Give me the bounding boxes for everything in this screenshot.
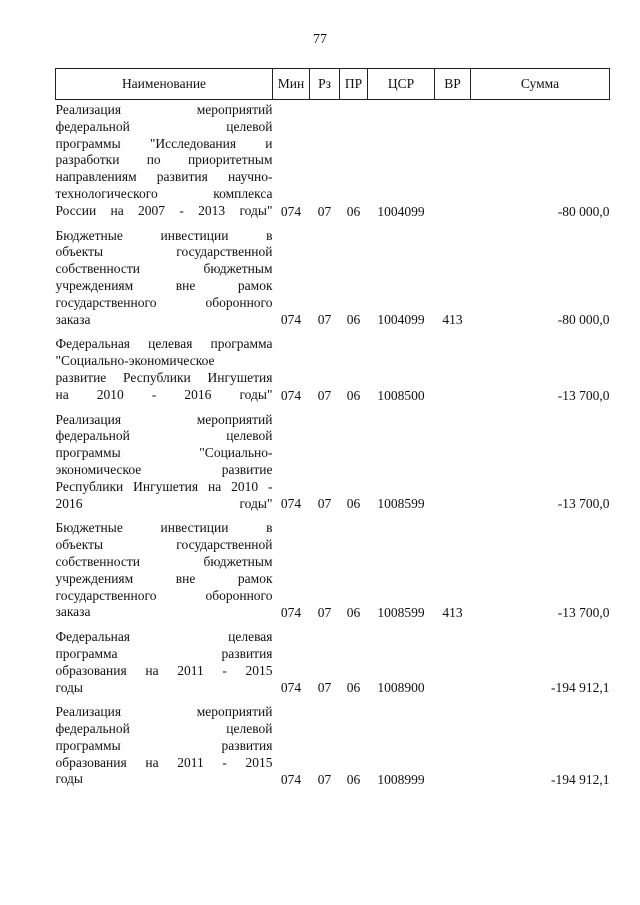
cell-rz: 07 xyxy=(317,387,332,403)
cell-min: 074 xyxy=(280,605,302,621)
cell-min: 074 xyxy=(280,203,302,219)
name-line: государственного оборонного xyxy=(55,587,273,603)
cell-csr: 1004099 xyxy=(377,203,425,219)
header-min: Мин xyxy=(273,69,310,100)
cell-sum: -13 700,0 xyxy=(557,387,610,403)
cell-pr: 06 xyxy=(346,496,361,512)
cell-csr: 1008900 xyxy=(377,680,425,696)
name-line: направлениям развития научно- xyxy=(55,169,273,185)
cell-csr: 1008500 xyxy=(377,387,425,403)
name-line: годы xyxy=(55,771,84,787)
name-line: федеральной целевой xyxy=(55,118,273,134)
name-line: Реализация мероприятий xyxy=(55,102,273,117)
table-row xyxy=(56,410,610,519)
cell-vr xyxy=(435,100,471,226)
cell-pr: 06 xyxy=(346,312,361,328)
name-line: заказа xyxy=(55,604,91,620)
name-line: Реализация мероприятий xyxy=(55,704,273,720)
budget-table xyxy=(55,68,610,794)
cell-csr: 1004099 xyxy=(377,312,425,328)
name-line: учреждениям вне рамок xyxy=(55,277,273,293)
cell-csr: 1008599 xyxy=(377,496,425,512)
name-line: Федеральная целевая xyxy=(55,629,273,645)
cell-min: 074 xyxy=(280,312,302,328)
name-line: разработки по приоритетным xyxy=(55,152,273,168)
table-row xyxy=(56,702,610,794)
name-line: программа развития xyxy=(55,645,273,661)
cell-min: 074 xyxy=(280,772,302,788)
cell-sum: -194 912,1 xyxy=(551,772,610,788)
cell-rz: 07 xyxy=(317,203,332,219)
name-line: федеральной целевой xyxy=(55,428,273,444)
row-name xyxy=(56,410,273,519)
name-line: собственности бюджетным xyxy=(55,261,273,277)
row-name xyxy=(56,518,273,627)
name-line: технологического комплекса xyxy=(55,185,273,201)
name-line: на 2010 - 2016 годы" xyxy=(55,386,273,402)
cell-vr xyxy=(435,702,471,794)
header-csr: ЦСР xyxy=(368,69,435,100)
name-line: образования на 2011 - 2015 xyxy=(55,754,273,770)
table-row xyxy=(56,518,610,627)
cell-vr xyxy=(435,410,471,519)
row-name xyxy=(56,334,273,409)
cell-min: 074 xyxy=(280,496,302,512)
name-line: образования на 2011 - 2015 xyxy=(55,662,273,678)
cell-vr xyxy=(435,627,471,702)
cell-min: 074 xyxy=(280,387,302,403)
name-line: Бюджетные инвестиции в xyxy=(55,520,273,536)
cell-rz: 07 xyxy=(317,496,332,512)
name-line: Реализация мероприятий xyxy=(55,411,273,427)
cell-rz: 07 xyxy=(317,680,332,696)
cell-csr: 1008999 xyxy=(377,772,425,788)
cell-pr: 06 xyxy=(346,387,361,403)
name-line: объекты государственной xyxy=(55,244,273,260)
name-line: учреждениям вне рамок xyxy=(55,570,273,586)
name-line: Федеральная целевая программа xyxy=(55,336,273,352)
header-name: Наименование xyxy=(56,69,273,100)
table-row xyxy=(56,334,610,409)
row-name xyxy=(56,627,273,702)
row-name xyxy=(56,100,273,226)
cell-pr: 06 xyxy=(346,605,361,621)
cell-sum: -80 000,0 xyxy=(557,203,610,219)
table-header-row xyxy=(56,69,610,100)
name-line: заказа xyxy=(55,311,91,327)
cell-pr: 06 xyxy=(346,680,361,696)
cell-min: 074 xyxy=(280,680,302,696)
name-line: развитие Республики Ингушетия xyxy=(55,369,273,385)
name-line: программы развития xyxy=(55,737,273,753)
row-name xyxy=(56,226,273,335)
name-line: Республики Ингушетия на 2010 - xyxy=(55,478,273,494)
page-number: 77 xyxy=(313,32,327,47)
name-line: Бюджетные инвестиции в xyxy=(55,227,273,243)
cell-rz: 07 xyxy=(317,312,332,328)
row-name xyxy=(56,702,273,794)
name-line: "Социально-экономическое xyxy=(55,353,215,369)
cell-pr: 06 xyxy=(346,772,361,788)
name-line: собственности бюджетным xyxy=(55,553,273,569)
cell-sum: -13 700,0 xyxy=(557,605,610,621)
table-row xyxy=(56,627,610,702)
table-row xyxy=(56,100,610,226)
header-rz: Рз xyxy=(310,69,340,100)
cell-rz: 07 xyxy=(317,605,332,621)
cell-pr: 06 xyxy=(346,203,361,219)
header-pr: ПР xyxy=(340,69,368,100)
name-line: объекты государственной xyxy=(55,537,273,553)
cell-sum: -13 700,0 xyxy=(557,496,610,512)
cell-sum: -80 000,0 xyxy=(557,312,610,328)
name-line: программы "Социально- xyxy=(55,445,273,461)
name-line: 2016 годы" xyxy=(55,495,273,511)
name-line: федеральной целевой xyxy=(55,721,273,737)
name-line: экономическое развитие xyxy=(55,461,273,477)
cell-vr: 413 xyxy=(442,312,463,328)
cell-vr xyxy=(435,334,471,409)
cell-rz: 07 xyxy=(317,772,332,788)
name-line: программы "Исследования и xyxy=(55,135,273,151)
name-line: годы xyxy=(55,679,84,695)
header-vr: ВР xyxy=(435,69,471,100)
cell-csr: 1008599 xyxy=(377,605,425,621)
cell-vr: 413 xyxy=(442,605,463,621)
table-row xyxy=(56,226,610,335)
name-line: России на 2007 - 2013 годы" xyxy=(55,202,273,218)
header-sum: Сумма xyxy=(471,69,610,100)
name-line: государственного оборонного xyxy=(55,294,273,310)
cell-sum: -194 912,1 xyxy=(551,680,610,696)
